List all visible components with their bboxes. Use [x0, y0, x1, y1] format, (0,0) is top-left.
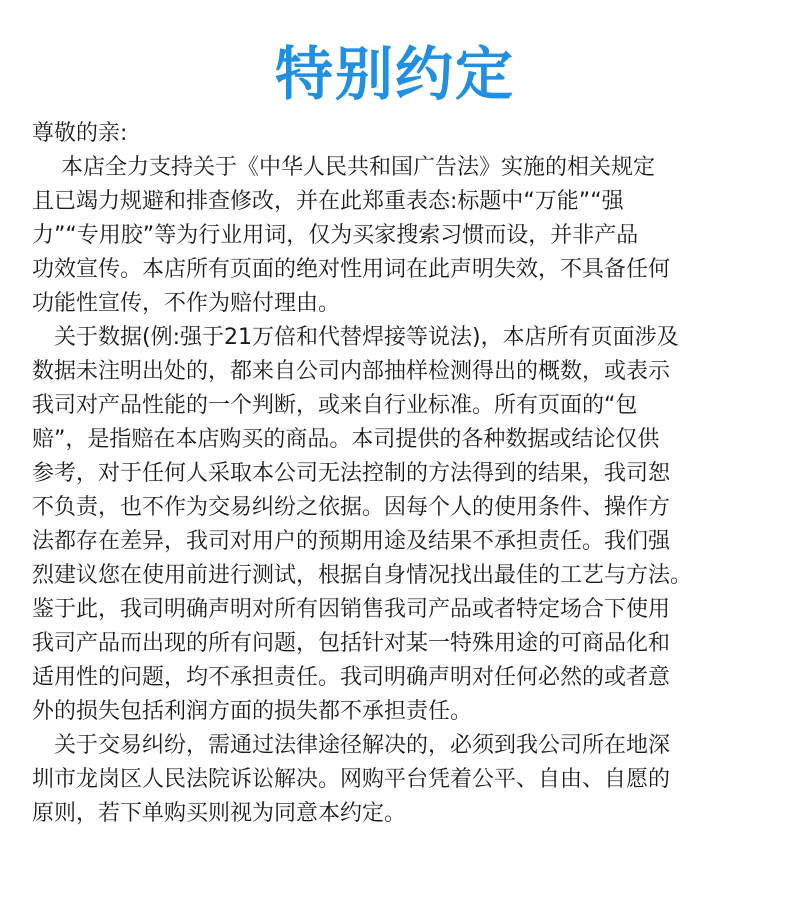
text-line: 鉴于此，我司明确声明对所有因销售我司产品或者特定场合下使用 — [32, 597, 671, 622]
text-line: 我司对产品性能的一个判断，或来自行业标准。所有页面的“包 — [32, 393, 638, 418]
text-line: 圳市龙岗区人民法院诉讼解决。网购平台凭着公平、自由、自愿的 — [32, 767, 671, 792]
text-line: 不负责，也不作为交易纠纷之依据。因每个人的使用条件、操作方 — [32, 495, 671, 520]
text-line: 功效宣传。本店所有页面的绝对性用词在此声明失效，不具备任何 — [32, 257, 671, 282]
text-line: 且已竭力规避和排查修改，并在此郑重表态:标题中“万能”“强 — [32, 189, 624, 214]
notice-body — [32, 117, 772, 831]
text-line: 参考，对于任何人采取本公司无法控制的方法得到的结果，我司恕 — [32, 461, 671, 486]
page-title: 特别约定 — [274, 40, 515, 108]
text-line: 本店全力支持关于《中华人民共和国广告法》实施的相关规定 — [32, 155, 655, 180]
text-line: 我司产品而出现的所有问题，包括针对某一特殊用途的可商品化和 — [32, 631, 671, 656]
text-line: 赔”，是指赔在本店购买的商品。本司提供的各种数据或结论仅供 — [32, 427, 660, 452]
text-line: 数据未注明出处的，都来自公司内部抽样检测得出的概数，或表示 — [32, 359, 671, 384]
text-line: 法都存在差异，我司对用户的预期用途及结果不承担责任。我们强 — [32, 529, 671, 554]
text-line: 尊敬的亲: — [32, 121, 128, 146]
text-line: 关于交易纠纷，需通过法律途径解决的，必须到我公司所在地深 — [32, 733, 671, 758]
text-line: 外的损失包括利润方面的损失都不承担责任。 — [32, 699, 473, 724]
text-line: 力”“专用胶”等为行业用词，仅为买家搜索习惯而设，并非产品 — [32, 223, 639, 248]
text-line: 烈建议您在使用前进行测试，根据自身情况找出最佳的工艺与方法。 — [32, 563, 693, 588]
text-line: 原则，若下单购买则视为同意本约定。 — [32, 801, 407, 826]
text-line: 关于数据(例:强于21万倍和代替焊接等说法)，本店所有页面涉及 — [32, 325, 679, 350]
text-line: 适用性的问题，均不承担责任。我司明确声明对任何必然的或者意 — [32, 665, 671, 690]
text-line: 功能性宣传，不作为赔付理由。 — [32, 291, 341, 316]
